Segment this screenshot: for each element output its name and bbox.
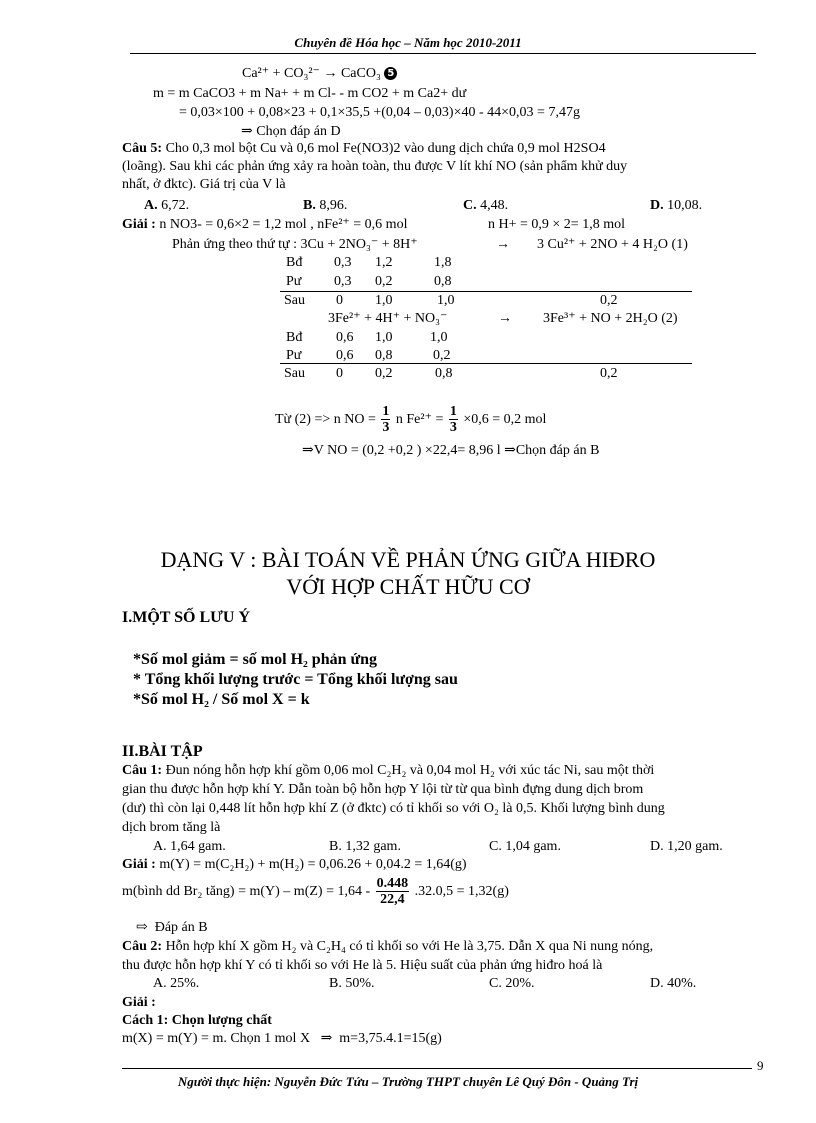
c2-method: Cách 1: Chọn lượng chất bbox=[122, 1013, 272, 1028]
c1-option-b: B. 1,32 gam. bbox=[329, 839, 401, 854]
c2-mass-line: m(X) = m(Y) = m. Chọn 1 mol X ⇒ m=3,75.4.1=15(g) bbox=[122, 1031, 442, 1046]
c2-option-a: A. 25%. bbox=[153, 976, 200, 991]
c1-line-2: gian thu được hỗn hợp khí Y. Dẫn toàn bộ hỗn hợp Y lội từ từ qua bình đựng dung dịch brom bbox=[122, 782, 644, 797]
note-2: * Tổng khối lượng trước = Tổng khối lượng sau bbox=[133, 671, 458, 688]
q5-label: Câu 5: bbox=[122, 141, 163, 156]
choose-answer-d: ⇒ Chọn đáp án D bbox=[241, 124, 341, 139]
c2-giai-label: Giải : bbox=[122, 995, 156, 1010]
page-number: 9 bbox=[757, 1058, 764, 1073]
q5-text-3: nhất, ở đktc). Giá trị của V là bbox=[122, 177, 286, 192]
arrow-right-icon: ⇨ bbox=[136, 920, 148, 935]
page-footer: Người thực hiện: Nguyễn Đức Tứu – Trường THPT chuyên Lê Quý Đôn - Quảng Trị bbox=[177, 1074, 639, 1089]
header-divider bbox=[130, 53, 756, 54]
reaction-2-products: 3Fe³⁺ + NO + 2H₂O (2) bbox=[543, 311, 678, 326]
implies-icon: ⇒ bbox=[302, 443, 314, 458]
circled-number-icon: 5 bbox=[384, 67, 397, 80]
from-equation-2: Từ (2) => n NO = $\frac{1}{3}$ n Fe²⁺ = $\frac{1}{3}$ ×0,6 = 0,2 mol bbox=[275, 404, 547, 436]
c2-line-1: Câu 2: Hỗn hợp khí X gồm H₂ và C₂H₄ có tỉ khối so với He là 3,75. Dẫn X qua Ni nung nóng, bbox=[122, 939, 654, 954]
c2-option-b: B. 50%. bbox=[329, 976, 375, 991]
c1-line-3: (dư) thì còn lại 0,448 lít hỗn hợp khí Z (ở đktc) có tỉ khối so với O₂ là 0,5. Khối lượng bình dung bbox=[122, 801, 665, 816]
footer-divider bbox=[122, 1068, 752, 1069]
c1-line-1: Câu 1: Đun nóng hỗn hợp khí gồm 0,06 mol C₂H₂ và 0,04 mol H₂ với xúc tác Ni, sau một thời bbox=[122, 763, 655, 778]
q5-giai-label: Giải : bbox=[122, 217, 156, 232]
arrow-icon-2: → bbox=[498, 311, 512, 326]
q5-solution-h: n H+ = 0,9 × 2= 1,8 mol bbox=[488, 217, 625, 232]
note-3: *Số mol H₂ / Số mol X = k bbox=[133, 691, 310, 708]
c1-option-c: C. 1,04 gam. bbox=[489, 839, 561, 854]
reaction-equation bbox=[242, 66, 397, 82]
c2-option-c: C. 20%. bbox=[489, 976, 535, 991]
q5-line-1 bbox=[122, 141, 606, 157]
chapter-title-line-2: VỚI HỢP CHẤT HỮU CƠ bbox=[286, 574, 530, 599]
q5-text-2: (loãng). Sau khi các phản ứng xảy ra hoàn toàn, thu được V lít khí NO (sản phẩm khử duy bbox=[122, 159, 628, 174]
arrow-icon-1: → bbox=[496, 237, 510, 252]
reaction-order: Phản ứng theo thứ tự : 3Cu + 2NO₃⁻ + 8H⁺ bbox=[172, 237, 418, 252]
c2-line-2: thu được hỗn hợp khí Y có tỉ khối so với He là 5. Hiệu suất của phản ứng hiđro hoá là bbox=[122, 958, 603, 973]
reaction-2-reactants: 3Fe²⁺ + 4H⁺ + NO₃⁻ bbox=[328, 311, 448, 326]
reaction-table-2: Bđ 0,6 1,0 1,0 Pư 0,6 0,8 0,2 Sau 0 0,2 0,8 0,2 bbox=[280, 330, 700, 390]
c1-answer: ⇨ Đáp án B bbox=[136, 920, 208, 935]
section-1-title: I.MỘT SỐ LƯU Ý bbox=[122, 609, 251, 626]
c1-line-4: dịch brom tăng là bbox=[122, 820, 221, 835]
c1-option-d: D. 1,20 gam. bbox=[650, 839, 723, 854]
fraction-one-third: $\frac{1}{3}$ bbox=[382, 404, 390, 436]
reaction-text: Ca²⁺ + CO₃²⁻ → CaCO₃ bbox=[242, 66, 381, 81]
reaction-1-products: 3 Cu²⁺ + 2NO + 4 H₂O (1) bbox=[537, 237, 688, 252]
q5-solution-line-1: Giải : n NO3- = 0,6×2 = 1,2 mol , nFe²⁺ = 0,6 mol bbox=[122, 217, 408, 232]
c1-solution-2: m(bình dd Br₂ tăng) = m(Y) – m(Z) = 1,64 - $\frac{0.448}{22,4}$ .32.0,5 = 1,32(g) bbox=[122, 876, 509, 908]
implies-icon: ⇒ bbox=[320, 1031, 333, 1046]
mass-line-1: m = m CaCO3 + m Na+ + m Cl- - m CO2 + m Ca2+ dư bbox=[153, 86, 467, 101]
c2-option-d: D. 40%. bbox=[650, 976, 697, 991]
reaction-table-1: Bđ 0,3 1,2 1,8 Pư 0,3 0,2 0,8 Sau 0 1,0 1,0 0,2 bbox=[280, 255, 700, 315]
fraction-one-third-2: $\frac{1}{3}$ bbox=[449, 404, 457, 436]
note-1: *Số mol giảm = số mol H₂ phản ứng bbox=[133, 651, 377, 668]
mass-line-2: = 0,03×100 + 0,08×23 + 0,1×35,5 +(0,04 – 0,03)×40 - 44×0,03 = 7,47g bbox=[179, 105, 580, 120]
section-2-title: II.BÀI TẬP bbox=[122, 743, 203, 760]
q5-option-c: C. 4,48. bbox=[463, 198, 509, 213]
chapter-title-line-1: DẠNG V : BÀI TOÁN VỀ PHẢN ỨNG GIỮA HIĐRO bbox=[160, 547, 656, 572]
implies-icon: ⇒ bbox=[504, 443, 516, 458]
c1-option-a: A. 1,64 gam. bbox=[153, 839, 226, 854]
q5-text-1: Cho 0,3 mol bột Cu và 0,6 mol Fe(NO3)2 vào dung dịch chứa 0,9 mol H2SO4 bbox=[165, 141, 606, 156]
fraction-volume: $\frac{0.448}{22,4}$ bbox=[376, 876, 409, 908]
page-header: Chuyên đề Hóa học – Năm học 2010-2011 bbox=[294, 35, 522, 50]
q5-option-b: B. 8,96. bbox=[303, 198, 348, 213]
q5-option-a: A. 6,72. bbox=[144, 198, 190, 213]
q5-option-d: D. 10,08. bbox=[650, 198, 703, 213]
volume-line: ⇒V NO = (0,2 +0,2 ) ×22,4= 8,96 l ⇒Chọn đáp án B bbox=[302, 443, 600, 458]
c1-solution-1: Giải : m(Y) = m(C₂H₂) + m(H₂) = 0,06.26 + 0,04.2 = 1,64(g) bbox=[122, 857, 467, 872]
